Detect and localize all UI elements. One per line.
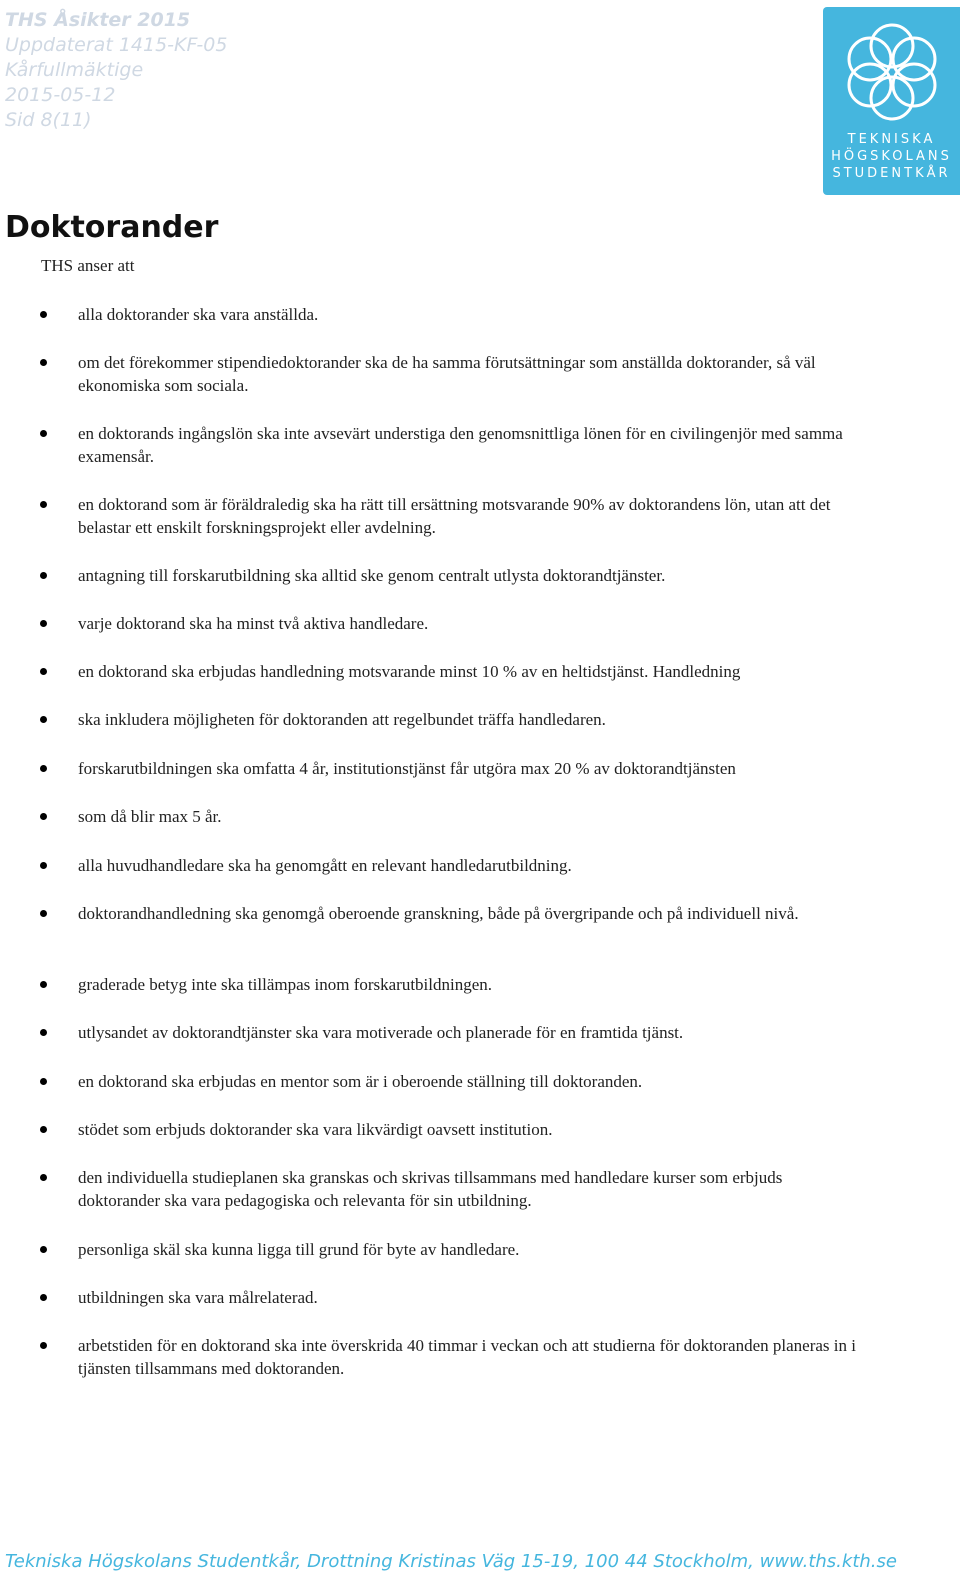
bullet-icon (40, 430, 47, 437)
list-item-text: en doktorands ingångslön ska inte avsevärt understiga den genomsnittliga lönen för en civilingenjör med samma examensår. (78, 424, 843, 466)
section-intro: THS anser att (41, 256, 135, 275)
ths-logo (823, 7, 960, 195)
list-item-text: varje doktorand ska ha minst två aktiva handledare. (78, 614, 429, 633)
logo-line: HÖGSKOLANS (831, 149, 952, 164)
bullet-icon (40, 1029, 47, 1036)
bullet-icon (40, 1126, 47, 1133)
bullet-icon (40, 359, 47, 366)
bullet-icon (40, 862, 47, 869)
list-item-text: ska inkludera möjligheten för doktoranden att regelbundet träffa handledaren. (78, 710, 606, 729)
bullet-icon (40, 813, 47, 820)
bullet-icon (40, 1342, 47, 1349)
list-item-text: den individuella studieplanen ska granskas och skrivas tillsammans med handledare kurser som erbjuds doktorander ska vara pedagogiska och relevanta för sin utbildning. (78, 1168, 783, 1210)
list-item-text: en doktorand som är föräldraledig ska ha rätt till ersättning motsvarande 90% av doktorandens lön, utan att det belastar ett enskilt forskningsprojekt eller avdelning. (78, 495, 831, 537)
list-item-text: utlysandet av doktorandtjänster ska vara motiverade och planerade för en framtida tjänst. (78, 1023, 684, 1042)
list-item-text: alla doktorander ska vara anställda. (78, 305, 319, 324)
bullet-icon (40, 620, 47, 627)
document-update: Uppdaterat 1415-KF-05 (5, 34, 228, 56)
bullet-icon (40, 981, 47, 988)
page-footer: Tekniska Högskolans Studentkår, Drottning Kristinas Väg 15-19, 100 44 Stockholm, www.ths.kth.se (5, 1551, 897, 1572)
logo-line: TEKNISKA (847, 132, 936, 147)
bullet-icon (40, 765, 47, 772)
list-item-text: en doktorand ska erbjudas en mentor som är i oberoende ställning till doktoranden. (78, 1072, 643, 1091)
list-item-text: utbildningen ska vara målrelaterad. (78, 1288, 318, 1307)
list-item-text: arbetstiden för en doktorand ska inte överskrida 40 timmar i veckan och att studierna för doktoranden planeras in i tjänsten tillsammans med doktoranden. (78, 1336, 856, 1378)
list-item-text: som då blir max 5 år. (78, 807, 222, 826)
document-date: 2015-05-12 (5, 84, 116, 106)
page-number: Sid 8(11) (5, 109, 92, 131)
list-item-text: antagning till forskarutbildning ska alltid ske genom centralt utlysta doktorandtjänster. (78, 566, 666, 585)
list-item-text: stödet som erbjuds doktorander ska vara likvärdigt oavsett institution. (78, 1120, 553, 1139)
logo-line: STUDENTKÅR (832, 166, 951, 181)
list-item-text: om det förekommer stipendiedoktorander ska de ha samma förutsättningar som anställda doktorander, så väl ekonomiska som sociala. (78, 353, 816, 395)
bullet-icon (40, 668, 47, 675)
bullet-icon (40, 311, 47, 318)
bullet-icon (40, 1246, 47, 1253)
bullet-icon (40, 1078, 47, 1085)
bullet-icon (40, 1174, 47, 1181)
list-item-text: alla huvudhandledare ska ha genomgått en relevant handledarutbildning. (78, 856, 572, 875)
list-item-text: en doktorand ska erbjudas handledning motsvarande minst 10 % av en heltidstjänst. Handledning (78, 662, 741, 681)
document-header (5, 8, 227, 133)
bullet-icon (40, 1294, 47, 1301)
list-item-text: forskarutbildningen ska omfatta 4 år, institutionstjänst får utgöra max 20 % av doktorandtjänsten (78, 759, 736, 778)
bullet-icon (40, 501, 47, 508)
logo-wordmark (823, 131, 960, 182)
document-series: THS Åsikter 2015 (5, 9, 191, 31)
document-body: Kårfullmäktige (5, 59, 144, 81)
list-item-text: graderade betyg inte ska tillämpas inom forskarutbildningen. (78, 975, 493, 994)
bullet-icon (40, 716, 47, 723)
bullet-icon (40, 910, 47, 917)
bullet-icon (40, 572, 47, 579)
list-item-text: personliga skäl ska kunna ligga till grund för byte av handledare. (78, 1240, 520, 1259)
rings-logo-icon (833, 19, 951, 129)
list-item-text: doktorandhandledning ska genomgå oberoende granskning, både på övergripande och på individuell nivå. (78, 904, 799, 923)
section-title: Doktorander (5, 210, 219, 245)
